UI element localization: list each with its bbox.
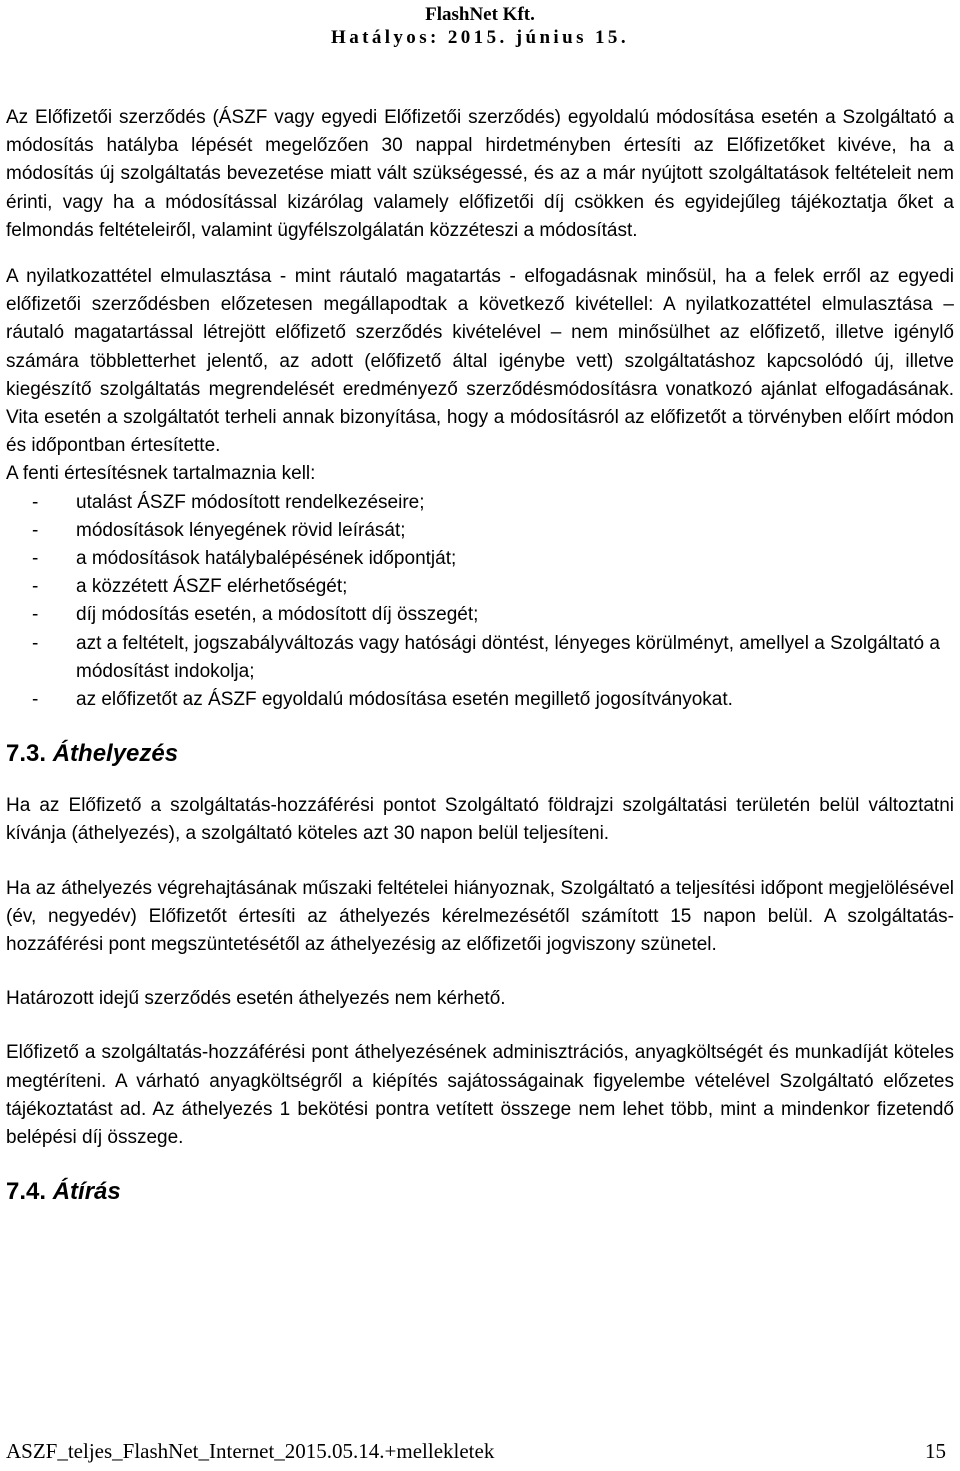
page-header — [0, 0, 960, 49]
page-footer — [6, 1439, 946, 1464]
paragraph-relocation-request: Ha az Előfizető a szolgáltatás-hozzáférési pontot Szolgáltató földrajzi szolgáltatási területén belül változtatni kívánja (áthelyezés), a szolgáltató köteles azt 30 napon belül teljesíteni. — [6, 795, 954, 845]
section-number: 7.4. — [6, 1178, 47, 1206]
effective-date: Hatályos: 2015. június 15. — [331, 27, 629, 48]
list-item: - a közzétett ÁSZF elérhetőségét; — [6, 573, 954, 601]
paragraph-declaration-omission: A nyilatkozattétel elmulasztása - mint ráutaló magatartás - elfogadásnak minősül, ha a felek erről az egyedi előfizetői szerződésben előzetesen megállapodtak a következő kivétellel: A nyilatkozattétel elmulasztása – ráutaló magatartással létrejött előfizető szerződés kivételével – nem minősülhet az előfizető, illetve igénylő számára többletterhet jelentő, az adott (előfizető által igénybe vett) szolgáltatáshoz kapcsolódó új, illetve kiegészítő szolgáltatás megrendelését eredményező szerződésmódosításra vonatkozó ajánlat elfogadásának. Vita esetén a szolgáltatót terheli annak bizonyítása, hogy a módosításról az előfizetőt a törvényben előírt módon és időpontban értesítette. — [6, 266, 954, 457]
document-body — [6, 104, 954, 1212]
document-filename: ASZF_teljes_FlashNet_Internet_2015.05.14.+mellekletek — [6, 1439, 495, 1463]
section-title: Áthelyezés — [52, 740, 179, 768]
list-intro: A fenti értesítésnek tartalmaznia kell: — [6, 463, 316, 485]
section-heading-athelyezes — [6, 734, 954, 774]
list-bullet: - — [32, 689, 39, 711]
list-bullet: - — [32, 576, 39, 598]
list-item: - módosítások lényegének rövid leírását; — [6, 517, 954, 545]
list-item: - a módosítások hatálybalépésének időpontját; — [6, 545, 954, 573]
list-item: - díj módosítás esetén, a módosított díj összegét; — [6, 601, 954, 629]
section-title: Átírás — [52, 1178, 121, 1206]
page-number: 15 — [925, 1439, 946, 1463]
paragraph-relocation-technical: Ha az áthelyezés végrehajtásának műszaki feltételei hiányoznak, Szolgáltató a teljesítési időpont megjelölésével (év, negyedév) Előfizetőt értesíti az áthelyezés kérelmezésétől számított 15 napon belül. A szolgáltatás-hozzáférési pont megszüntetésétől az áthelyezésig az előfizetői jogviszony szünetel. — [6, 877, 954, 956]
notice-contents-list — [6, 489, 954, 715]
section-heading-atiras — [6, 1172, 954, 1212]
section-number: 7.3. — [6, 740, 47, 768]
paragraph-relocation-costs: Előfizető a szolgáltatás-hozzáférési pont áthelyezésének adminisztrációs, anyagköltségét és munkadíját köteles megtéríteni. A várható anyagköltségről a kiépítés sajátosságainak figyelembe vételével Szolgáltató előzetes tájékoztatást ad. Az áthelyezés 1 bekötési pontra vetített összege nem lehet több, mint a mindenkor fizetendő belépési díj összege. — [6, 1042, 954, 1149]
list-bullet: - — [32, 548, 39, 570]
list-item: - utalást ÁSZF módosított rendelkezéseire; — [6, 489, 954, 517]
paragraph-modification-notice: Az Előfizetői szerződés (ÁSZF vagy egyedi Előfizetői szerződés) egyoldalú módosítása esetén a Szolgáltató a módosítás hatályba lépését megelőzően 30 nappal hirdetményben értesíti az Előfizetőket kivéve, ha a módosítás új szolgáltatás bevezetése miatt vált szükségessé, és az a már nyújtott szolgáltatások feltételeit nem érinti, vagy ha a módosítással kizárólag valamely előfizetői díj csökken és egyidejűleg tájékoztatja őket a felmondás feltételeiről, valamint ügyfélszolgálatán közzéteszi a módosítást. — [6, 107, 954, 241]
company-name: FlashNet Kft. — [425, 4, 535, 25]
list-bullet: - — [32, 632, 39, 654]
list-item: - azt a feltételt, jogszabályváltozás vagy hatósági döntést, lényeges körülményt, amellyel a Szolgáltató a módosítást indokolja; — [6, 630, 954, 686]
paragraph-fixed-term: Határozott idejű szerződés esetén áthelyezés nem kérhető. — [6, 988, 506, 1010]
list-bullet: - — [32, 604, 39, 626]
list-bullet: - — [32, 519, 39, 541]
list-bullet: - — [32, 491, 39, 513]
list-item: - az előfizetőt az ÁSZF egyoldalú módosítása esetén megillető jogosítványokat. — [6, 686, 954, 714]
